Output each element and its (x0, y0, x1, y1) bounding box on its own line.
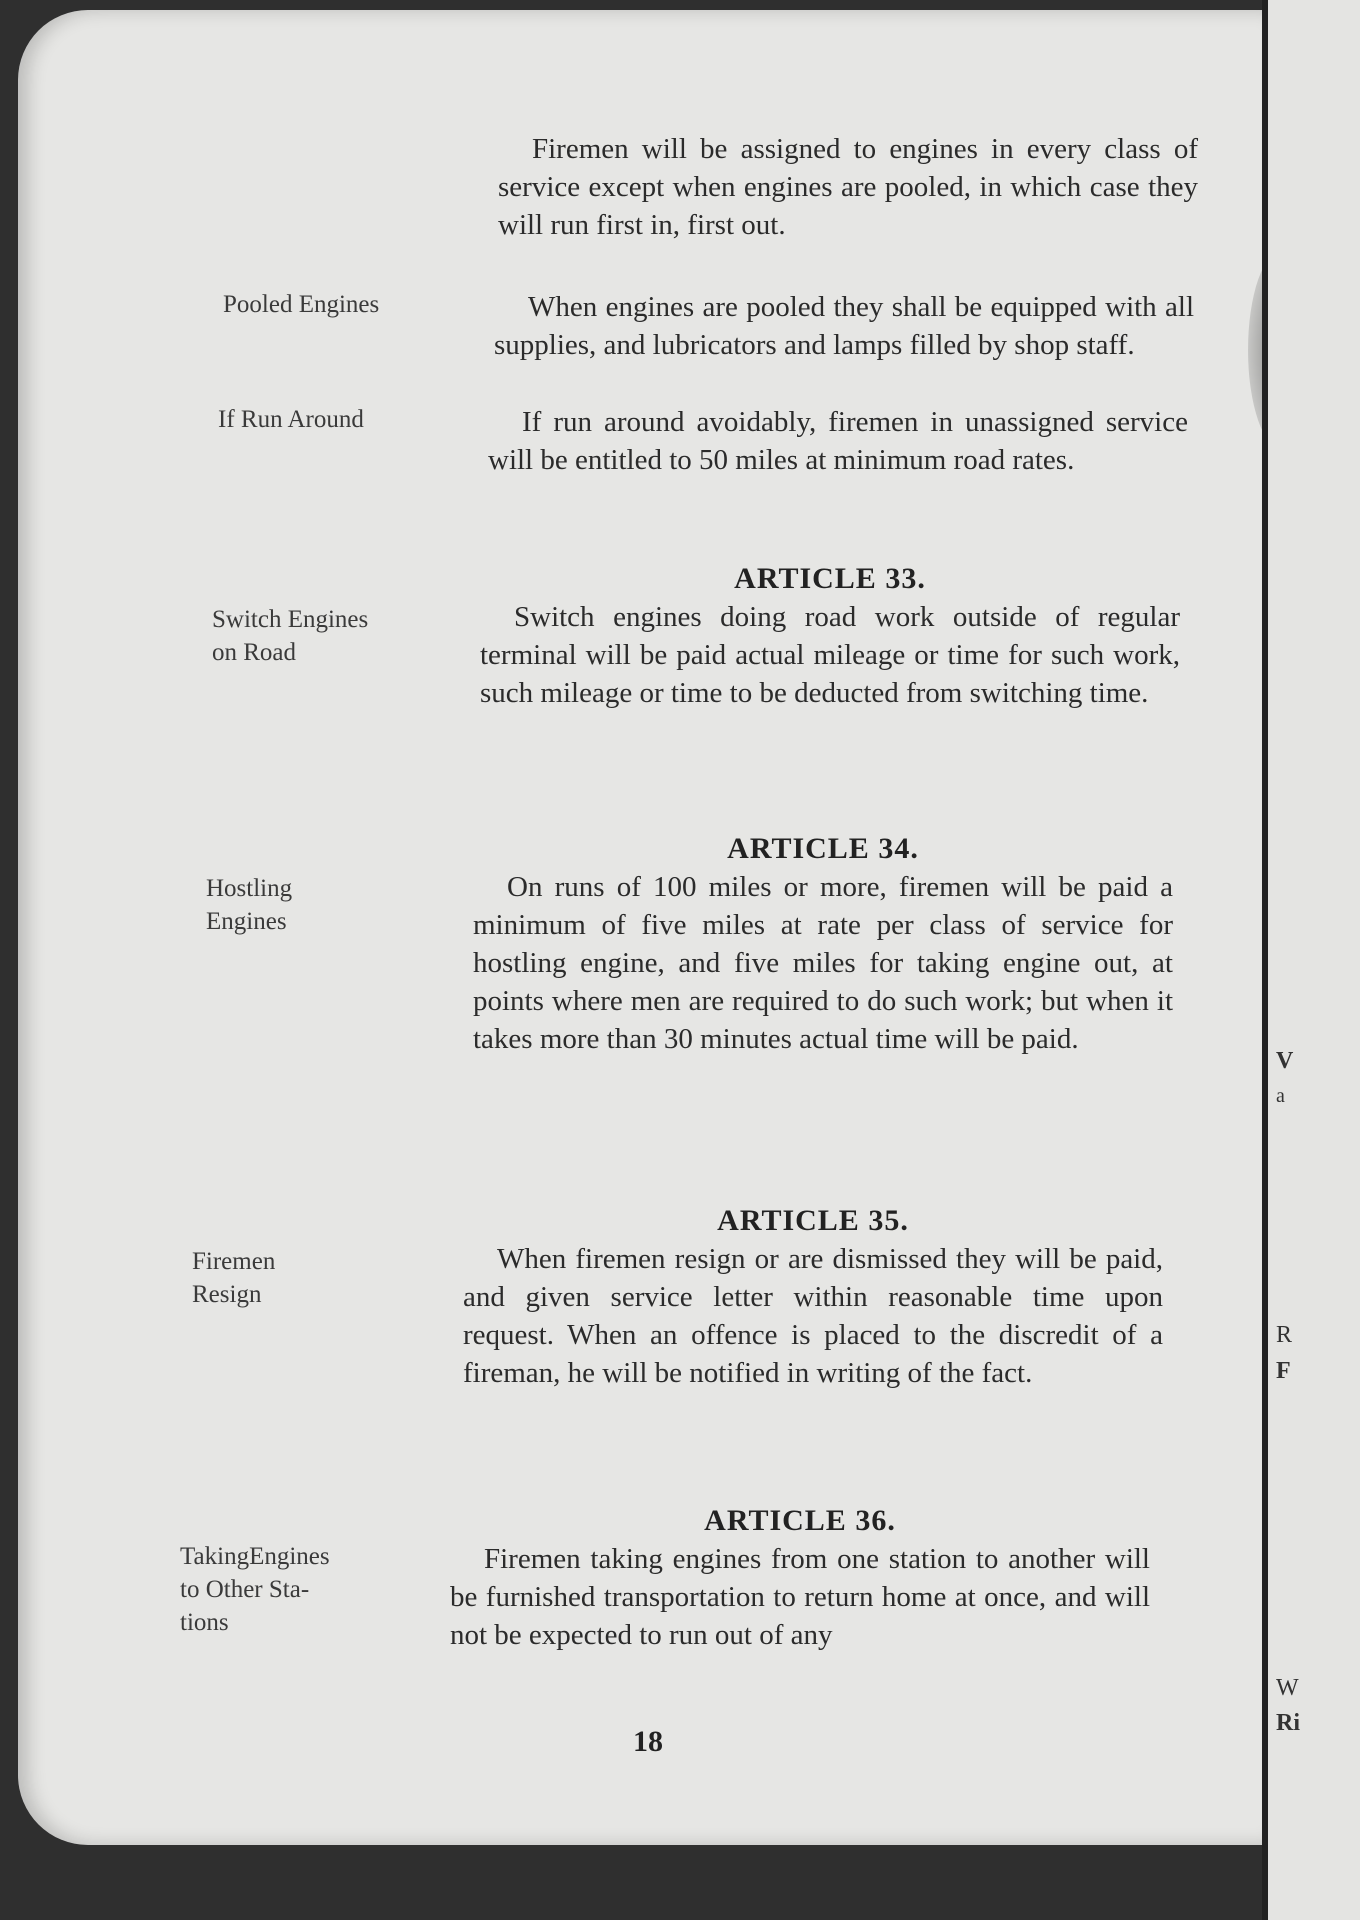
margin-note-switch-engines (212, 603, 442, 669)
margin-note-pooled-engines (223, 288, 453, 321)
paragraph-text: On runs of 100 miles or more, firemen will be paid a minimum of five miles at rate per class of service for hostling engine, and five miles for taking engine out, at points where men are required to do such work; but when it takes more than 30 minutes actual time will be paid. (473, 871, 1173, 1055)
margin-note-line: Resign (192, 1281, 262, 1308)
paragraph-pooled (494, 288, 1194, 364)
book-page (18, 10, 1268, 1845)
article-heading: ARTICLE 35. (717, 1204, 909, 1237)
margin-note-line: to Other Sta- (180, 1576, 310, 1603)
article-heading: ARTICLE 34. (727, 832, 919, 865)
article-34-block (473, 830, 1173, 1058)
margin-note-line: TakingEngines (180, 1543, 330, 1570)
paragraph-text: Switch engines doing road work outside of regular terminal will be paid actual mileage or time for such work, such mileage or time to be deducted from switching time. (480, 601, 1180, 709)
paragraph-text: Firemen taking engines from one station to another will be furnished transportation to return home at once, and will not be expected to run out of any (450, 1543, 1150, 1651)
margin-note-line: Switch Engines (212, 606, 369, 633)
page-number: 18 (633, 1725, 663, 1758)
margin-note-line: on Road (212, 639, 297, 666)
paragraph-intro (498, 130, 1198, 244)
facing-page-edge (1262, 0, 1360, 1920)
margin-note-hostling-engines (206, 872, 436, 938)
paragraph-text: If run around avoidably, firemen in unassigned service will be entitled to 50 miles at minimum road rates. (488, 406, 1188, 476)
facing-fragment: V (1276, 1048, 1294, 1074)
margin-note-taking-engines (180, 1540, 410, 1639)
margin-note-text: Pooled Engines (223, 291, 380, 318)
facing-fragment: Ri (1276, 1710, 1300, 1736)
facing-fragment: F (1276, 1358, 1291, 1384)
facing-fragment: R (1276, 1322, 1293, 1348)
margin-note-line: Engines (206, 908, 287, 935)
paragraph-text: When engines are pooled they shall be equipped with all supplies, and lubricators and lamps filled by shop staff. (494, 291, 1194, 361)
paragraph-run-around (488, 403, 1188, 479)
margin-note-line: tions (180, 1609, 229, 1636)
paragraph-text: When firemen resign or are dismissed they will be paid, and given service letter within reasonable time upon request. When an offence is placed to the discredit of a fireman, he will be notified in writing of the fact. (463, 1243, 1163, 1389)
paragraph-text: Firemen will be assigned to engines in every class of service except when engines are pooled, in which case they will run first in, first out. (498, 133, 1198, 241)
facing-fragment: W (1276, 1675, 1299, 1701)
margin-note-line: Firemen (192, 1248, 276, 1275)
margin-note-if-run-around (218, 403, 448, 436)
facing-fragment: a (1276, 1085, 1285, 1107)
article-33-block (480, 560, 1180, 712)
margin-note-text: If Run Around (218, 406, 364, 433)
article-35-block (463, 1202, 1163, 1392)
margin-note-firemen-resign (192, 1245, 422, 1311)
article-heading: ARTICLE 36. (704, 1504, 896, 1537)
article-heading: ARTICLE 33. (734, 562, 926, 595)
margin-note-line: Hostling (206, 875, 293, 902)
article-36-block (450, 1502, 1150, 1654)
